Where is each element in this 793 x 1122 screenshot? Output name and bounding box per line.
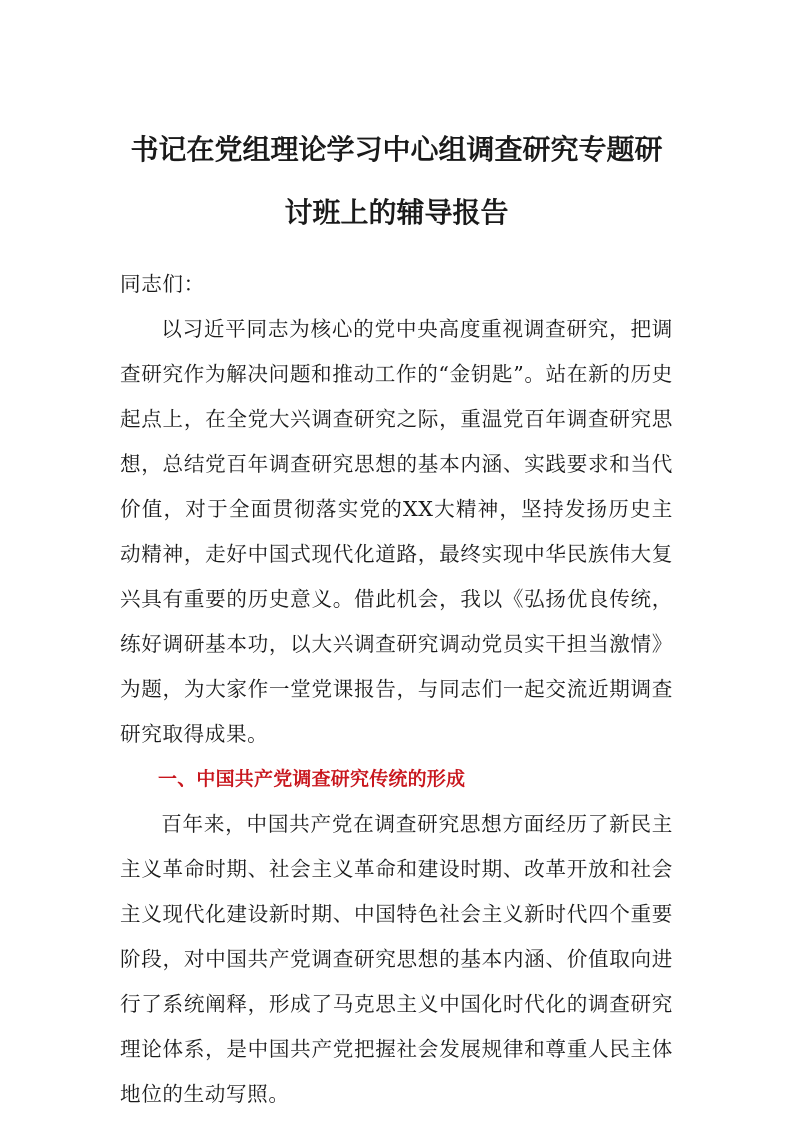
salutation: 同志们： xyxy=(120,272,205,296)
paragraph-intro: 以习近平同志为核心的党中央高度重视调查研究，把调查研究作为解决问题和推动工作的“金钥匙”。站在新的历史起点上，在全党大兴调查研究之际，重温党百年调查研究思想，总结党百年调查研究思想的基本内涵、实践要求和当代价值，对于全面贯彻落实党的XX大精神，坚持发扬历史主动精神，走好中国式现代化道路，最终实现中华民族伟大复兴具有重要的历史意义。借此机会，我以《弘扬优良传统，练好调研基本功，以大兴调查研究调动党员实干担当激情》为题，为大家作一堂党课报告，与同志们一起交流近期调查研究取得成果。 xyxy=(120,317,673,746)
document-title-line-2: 讨班上的辅导报告 xyxy=(284,196,509,229)
document-body xyxy=(120,262,673,1117)
document-title-line-1: 书记在党组理论学习中心组调查研究专题研 xyxy=(130,133,663,166)
section-heading-1: 一、中国共产党调查研究传统的形成 xyxy=(158,768,466,790)
paragraph-section-1: 百年来，中国共产党在调查研究思想方面经历了新民主主义革命时期、社会主义革命和建设时期、改革开放和社会主义现代化建设新时期、中国特色社会主义新时代四个重要阶段，对中国共产党调查研究思想的基本内涵、价值取向进行了系统阐释，形成了马克思主义中国化时代化的调查研究理论体系，是中国共产党把握社会发展规律和尊重人民主体地位的生动写照。 xyxy=(120,812,673,1106)
